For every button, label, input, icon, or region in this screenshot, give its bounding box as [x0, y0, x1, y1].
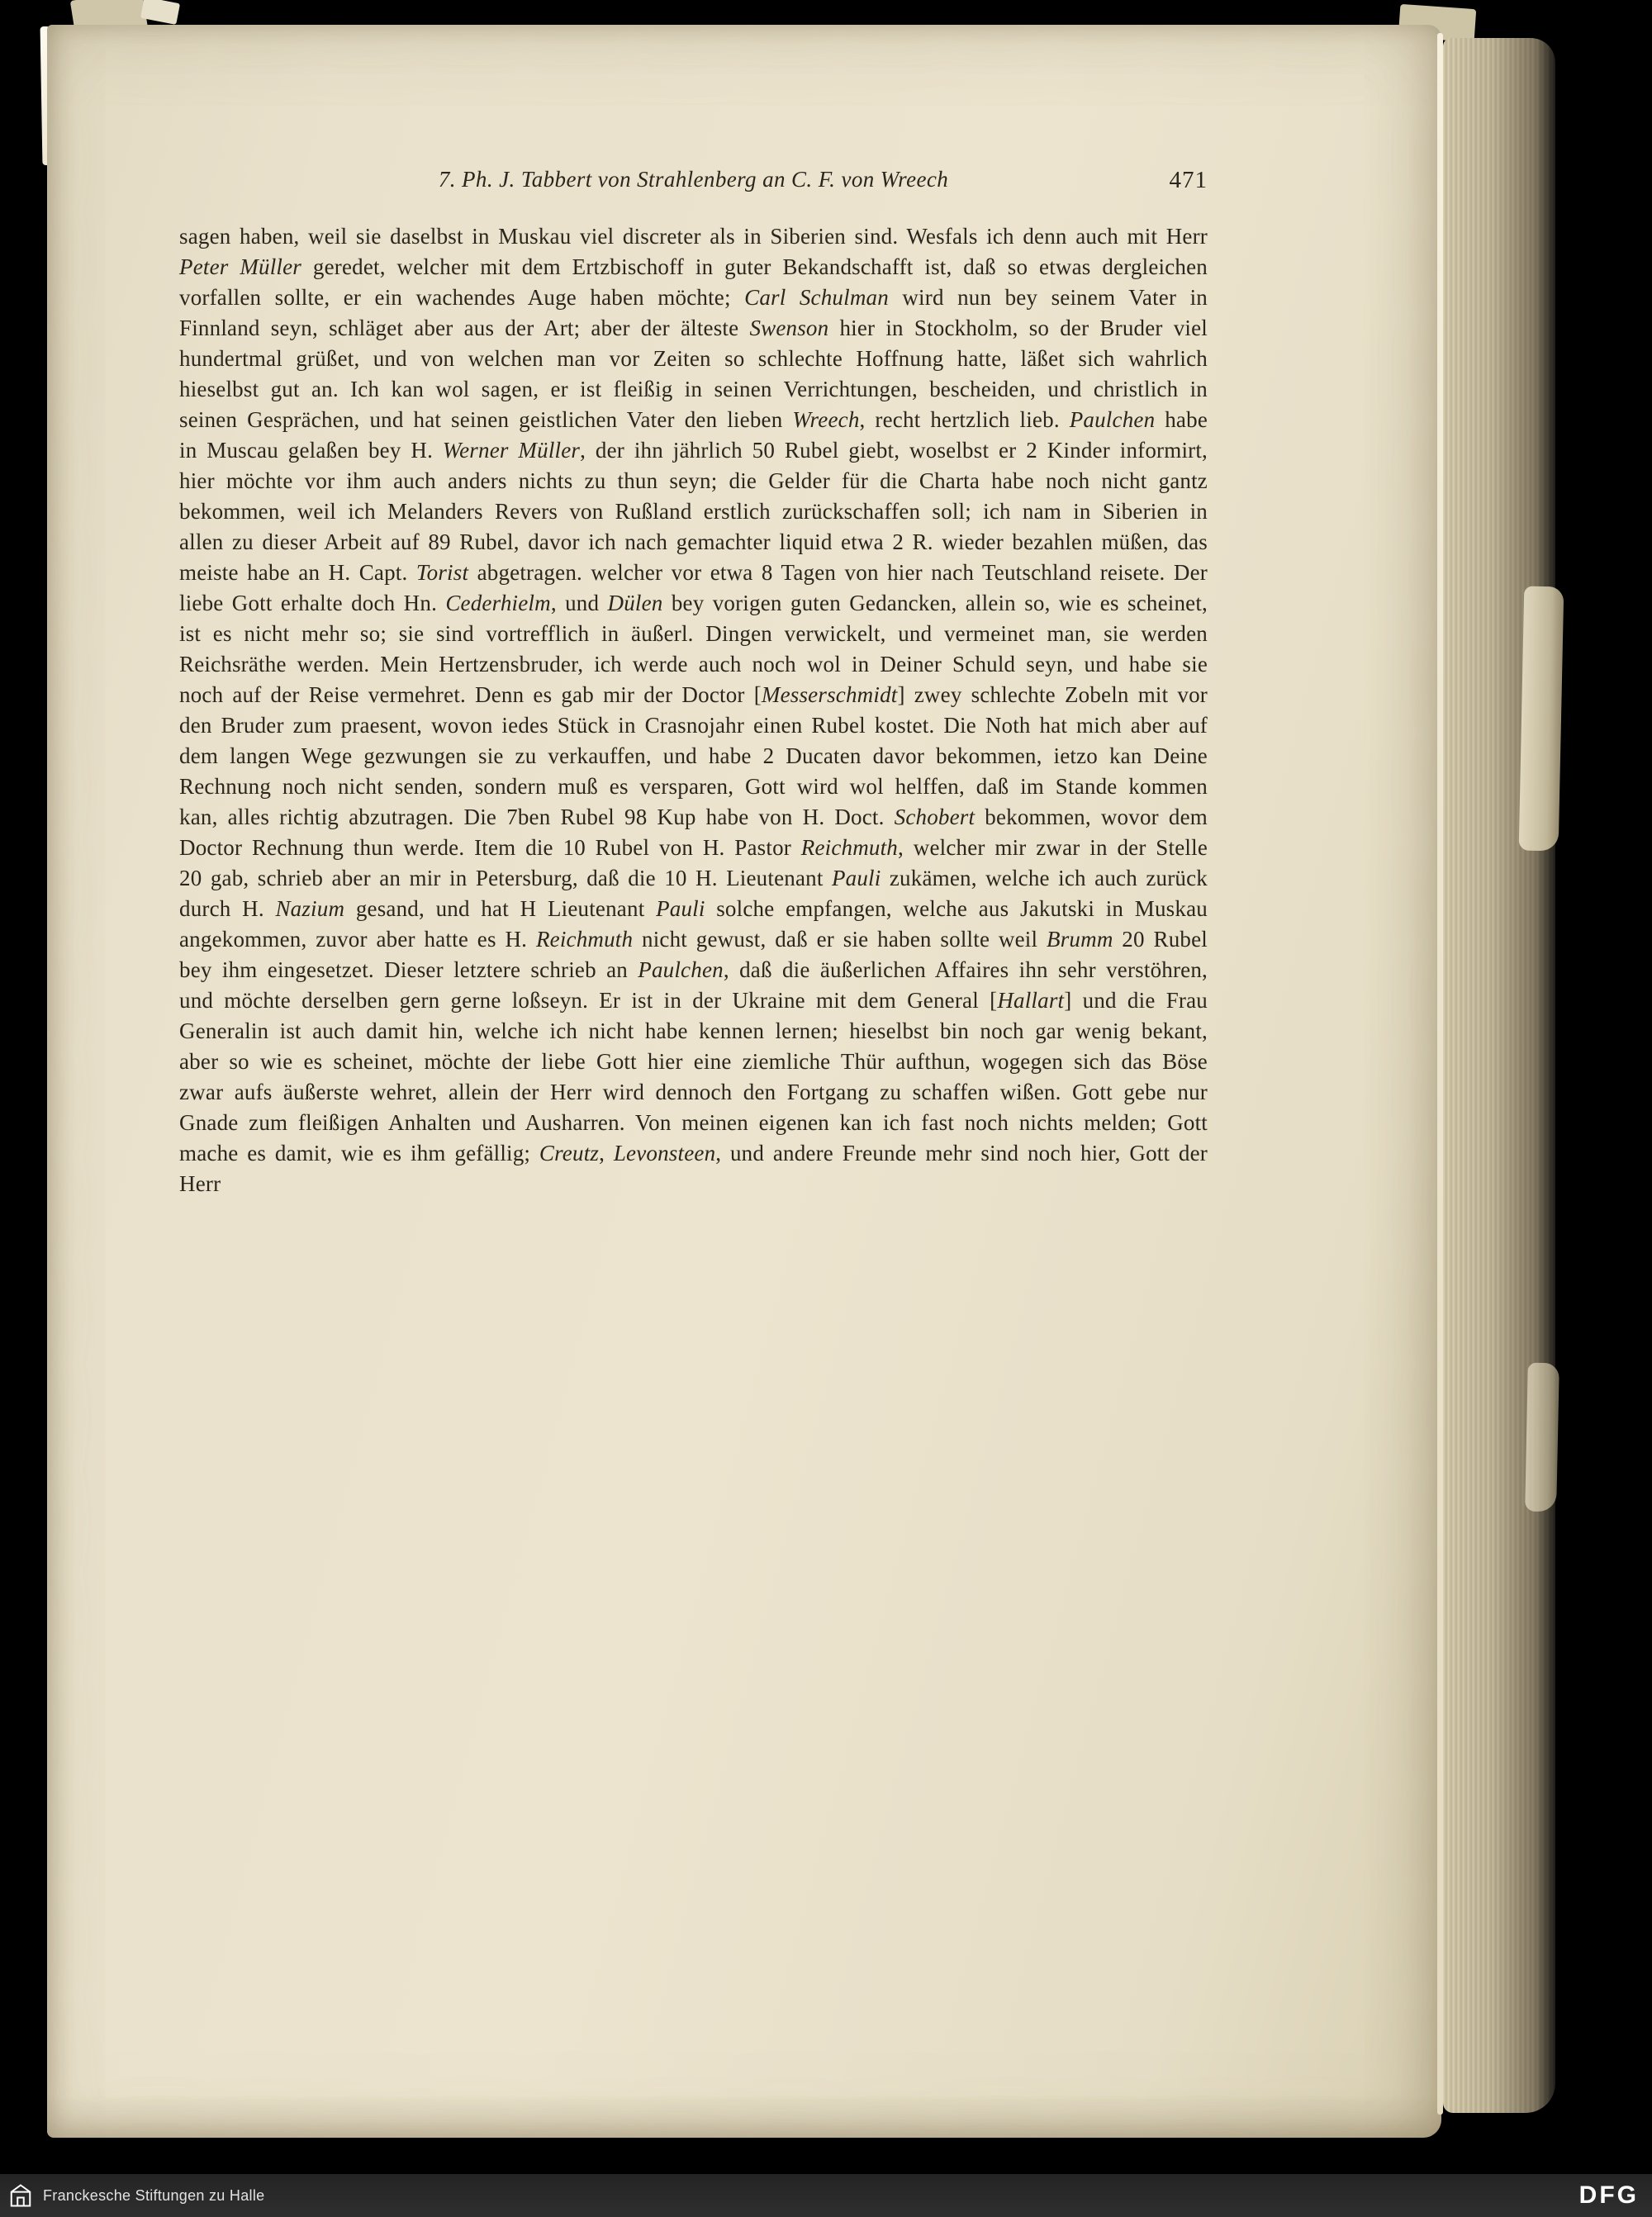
person-name-italic: Creutz	[539, 1141, 600, 1165]
person-name-italic: Brumm	[1047, 927, 1113, 952]
page-number: 471	[1169, 167, 1208, 193]
person-name-italic: Schobert	[894, 805, 976, 829]
person-name-italic: Reichmuth	[535, 927, 634, 952]
person-name-italic: Paulchen	[1069, 407, 1156, 432]
person-name-italic: Cederhielm	[445, 591, 551, 615]
text-segment: habe in Muscau gelaßen bey H.	[179, 407, 1208, 463]
person-name-italic: Dülen	[607, 591, 663, 615]
page-edge-highlight	[1437, 33, 1443, 2115]
viewer-footer-bar	[0, 2174, 1652, 2217]
text-segment: , der ihn jährlich 50 Rubel giebt, woselbst er 2 Kinder informirt, hier möchte vor ihm auch anders nichts zu thun seyn; die Gelder für die Charta habe noch nicht gantz bekommen, weil ich Melanders Revers von Rußland erstlich zurückschaffen soll; ich nam in Siberien in allen zu dieser Arbeit auf 89 Rubel, davor ich nach gemachter liquid etwa 2 R. wieder bezahlen müßen, das meiste habe an H. Capt.	[179, 438, 1208, 585]
franckesche-stiftungen-logo-icon	[8, 2183, 33, 2208]
text-segment: ] zwey schlechte Zobeln mit vor den Bruder zum praesent, wovon iedes Stück in Crasnojahr einen Rubel kostet. Die Noth hat mich aber auf dem langen Wege gezwungen sie zu verkauffen, und habe 2 Ducaten davor bekommen, ietzo kan Deine Rechnung noch nicht senden, sondern muß es versparen, Gott wird wol helffen, daß im Stande kommen kan, alles richtig abzutragen. Die 7ben Rubel 98 Kup habe von H. Doct.	[179, 682, 1208, 829]
text-segment: bey vorigen guten Gedancken, allein so, wie es scheinet, ist es nicht mehr so; sie sind vortrefflich in äußerl. Dingen verwickelt, und vermeinet man, sie werden Reichsräthe werden. Mein Hertzensbruder, ich werde auch noch wol in Deiner Schuld seyn, und habe sie noch auf der Reise vermehret. Denn es gab mir der Doctor [	[179, 591, 1208, 707]
text-segment: sagen haben, weil sie daselbst in Muskau viel discreter als in Siberien sind. Wesfals ich denn auch mit Herr	[179, 224, 1208, 249]
page-edge-tear	[1525, 1363, 1559, 1512]
attribution-text: Franckesche Stiftungen zu Halle	[43, 2186, 265, 2204]
person-name-italic: Torist	[415, 560, 469, 585]
printed-content	[179, 167, 1208, 1199]
text-segment: , und andere Freunde mehr sind noch hier, Gott der Herr	[179, 1141, 1208, 1196]
person-name-italic: Wreech	[792, 407, 860, 432]
person-name-italic: Carl Schulman	[744, 285, 889, 310]
text-segment: ,	[599, 1141, 614, 1165]
dfg-logo: DFG	[1578, 2181, 1639, 2209]
person-name-italic: Messerschmidt	[761, 682, 898, 707]
footer-attribution	[8, 2183, 264, 2208]
running-title: 7. Ph. J. Tabbert von Strahlenberg an C. F. von Wreech	[438, 167, 949, 192]
person-name-italic: Peter Müller	[179, 254, 302, 279]
text-segment: bekommen, wovor dem Doctor Rechnung thun werde. Item die 10 Rubel von H. Pastor	[179, 805, 1208, 860]
text-segment: , und	[550, 591, 608, 615]
person-name-italic: Swenson	[749, 316, 829, 340]
person-name-italic: Werner Müller	[442, 438, 581, 463]
text-segment: zukämen, welche ich auch zurück durch H.	[179, 866, 1208, 921]
text-segment: , daß die äußerlichen Affaires ihn sehr verstöhren, und möchte derselben gern gerne loßseyn. Er ist in der Ukraine mit dem General [	[179, 957, 1208, 1013]
book-page	[47, 25, 1441, 2138]
page-edge-tear	[1519, 586, 1564, 852]
person-name-italic: Levonsteen	[613, 1141, 716, 1165]
person-name-italic: Nazium	[275, 896, 345, 921]
text-segment: , recht hertzlich lieb.	[859, 407, 1070, 432]
text-segment: hier in Stockholm, so der Bruder viel hundertmal grüßet, und von welchen man vor Zeiten so schlechte Hoffnung hatte, läßet sich wahrlich hieselbst gut an. Ich kan wol sagen, er ist fleißig in seinen Verrichtungen, bescheiden, und christlich in seinen Gesprächen, und hat seinen geistlichen Vater den lieben	[179, 316, 1208, 432]
person-name-italic: Reichmuth	[800, 835, 899, 860]
person-name-italic: Pauli	[656, 896, 705, 921]
text-segment: 20 Rubel bey ihm eingesetzet. Dieser letztere schrieb an	[179, 927, 1208, 982]
text-segment: solche empfangen, welche aus Jakutski in Muskau angekommen, zuvor aber hatte es H.	[179, 896, 1208, 952]
page-edge-stack	[1443, 38, 1555, 2113]
text-segment: geredet, welcher mit dem Ertzbischoff in guter Bekandschafft ist, daß so etwas dergleichen vorfallen sollte, er ein wachendes Auge haben möchte;	[179, 254, 1208, 310]
person-name-italic: Hallart	[997, 988, 1065, 1013]
person-name-italic: Paulchen	[638, 957, 724, 982]
person-name-italic: Pauli	[831, 866, 881, 890]
text-segment: ] und die Frau Generalin ist auch damit hin, welche ich nicht habe kennen lernen; hieselbst bin noch gar wenig bekant, aber so wie es scheinet, möchte der liebe Gott hier eine ziemliche Thür aufthun, wogegen sich das Böse zwar aufs äußerste wehret, allein der Herr wird dennoch den Fortgang zu schaffen wißen. Gott gebe nur Gnade zum fleißigen Anhalten und Ausharren. Von meinen eigenen kan ich fast noch nichts melden; Gott mache es damit, wie es ihm gefällig;	[179, 988, 1208, 1165]
text-segment: abgetragen. welcher vor etwa 8 Tagen von hier nach Teutschland reisete. Der liebe Gott erhalte doch Hn.	[179, 560, 1208, 615]
text-segment: gesand, und hat H Lieutenant	[344, 896, 657, 921]
text-segment: nicht gewust, daß er sie haben sollte weil	[633, 927, 1047, 952]
text-segment: wird nun bey seinem Vater in Finnland seyn, schläget aber aus der Art; aber der älteste	[179, 285, 1208, 340]
text-segment: , welcher mir zwar in der Stelle 20 gab, schrieb aber an mir in Petersburg, daß die 10 H. Lieutenant	[179, 835, 1208, 890]
letter-body	[179, 221, 1208, 1199]
running-header	[179, 167, 1208, 200]
